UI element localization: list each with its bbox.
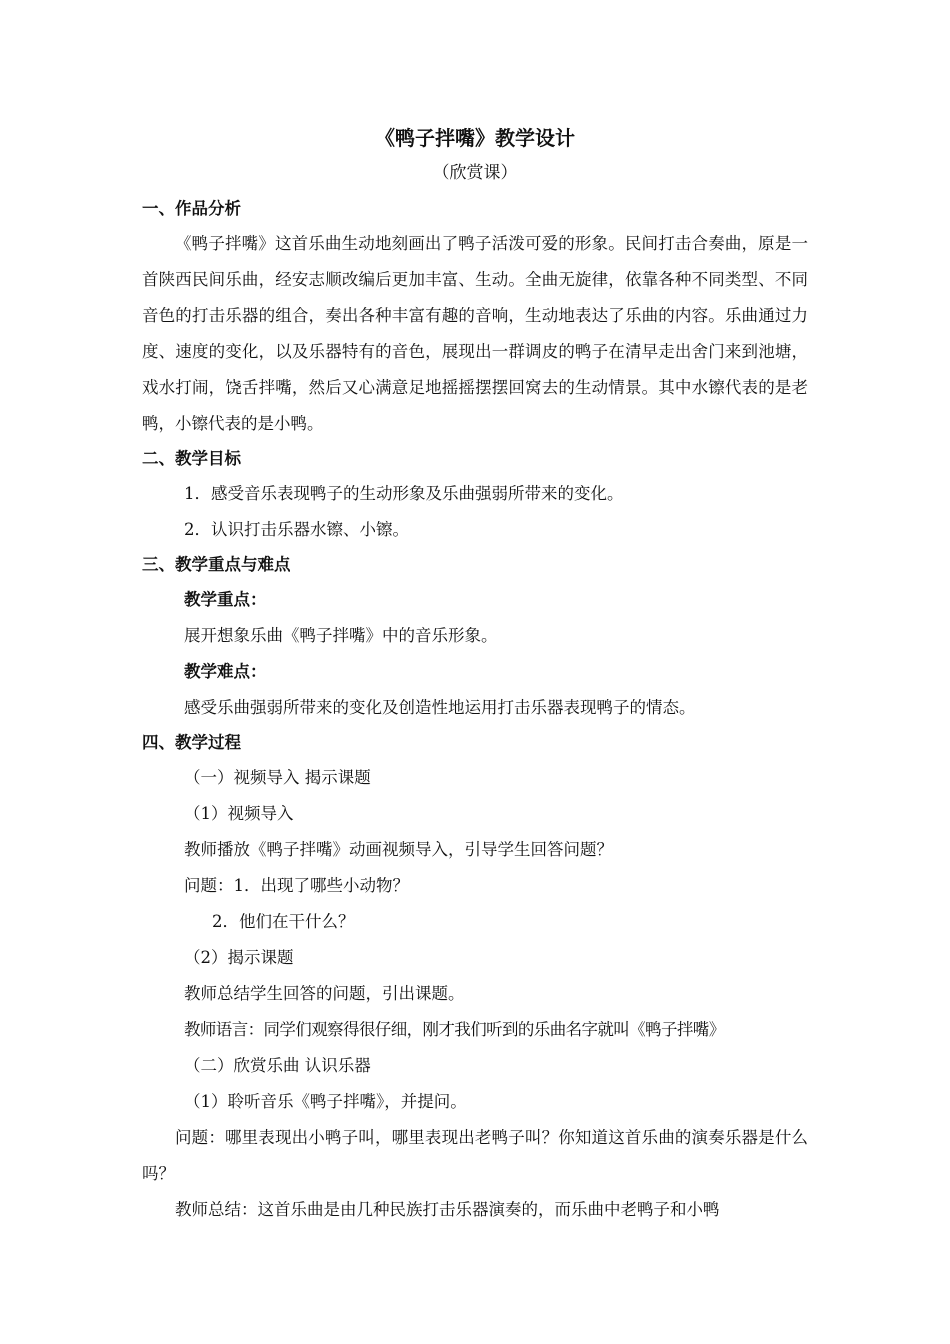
key-point-label: 教学重点： xyxy=(184,590,267,609)
goal-item: 2．认识打击乐器水镲、小镲。 xyxy=(184,520,409,539)
goal-item: 1．感受音乐表现鸭子的生动形象及乐曲强弱所带来的变化。 xyxy=(184,484,624,503)
document-subtitle: （欣赏课） xyxy=(432,163,518,183)
section-heading-analysis: 一、作品分析 xyxy=(142,199,241,218)
difficulty-text: 感受乐曲强弱所带来的变化及创造性地运用打击乐器表现鸭子的情态。 xyxy=(184,698,696,717)
process-line: （二）欣赏乐曲 认识乐器 xyxy=(184,1056,371,1075)
process-line: 教师播放《鸭子拌嘴》动画视频导入，引导学生回答问题？ xyxy=(184,840,613,859)
section-heading-goals: 二、教学目标 xyxy=(142,449,241,468)
key-point-text: 展开想象乐曲《鸭子拌嘴》中的音乐形象。 xyxy=(184,626,498,645)
section-heading-focus: 三、教学重点与难点 xyxy=(142,555,291,574)
difficulty-label: 教学难点： xyxy=(184,662,267,681)
process-line: （一）视频导入 揭示课题 xyxy=(184,768,371,787)
process-line: 问题：1．出现了哪些小动物？ xyxy=(184,876,409,895)
process-line: （1）视频导入 xyxy=(184,804,294,823)
question-paragraph: 问题：哪里表现出小鸭子叫，哪里表现出老鸭子叫？你知道这首乐曲的演奏乐器是什么吗？ xyxy=(142,1128,808,1183)
document-title: 《鸭子拌嘴》教学设计 xyxy=(375,126,575,150)
summary-paragraph: 教师总结：这首乐曲是由几种民族打击乐器演奏的，而乐曲中老鸭子和小鸭 xyxy=(175,1200,720,1219)
process-line: （1）聆听音乐《鸭子拌嘴》，并提问。 xyxy=(184,1092,467,1111)
document-body xyxy=(142,192,808,1228)
process-line: 教师语言：同学们观察得很仔细，刚才我们听到的乐曲名字就叫《鸭子拌嘴》 xyxy=(184,1020,725,1039)
section-heading-process: 四、教学过程 xyxy=(142,733,241,752)
process-line: 教师总结学生回答的问题，引出课题。 xyxy=(184,984,465,1003)
process-line: （2）揭示课题 xyxy=(184,948,294,967)
process-line: 2．他们在干什么？ xyxy=(212,912,355,931)
analysis-paragraph: 《鸭子拌嘴》这首乐曲生动地刻画出了鸭子活泼可爱的形象。民间打击合奏曲，原是一首陕西民间乐曲，经安志顺改编后更加丰富、生动。全曲无旋律，依靠各种不同类型、不同音色的打击乐器的组合，奏出各种丰富有趣的音响，生动地表达了乐曲的内容。乐曲通过力度、速度的变化，以及乐器特有的音色，展现出一群调皮的鸭子在清早走出舍门来到池塘，戏水打闹，饶舌拌嘴，然后又心满意足地摇摇摆摆回窝去的生动情景。其中水镲代表的是老鸭，小镲代表的是小鸭。 xyxy=(142,234,808,433)
